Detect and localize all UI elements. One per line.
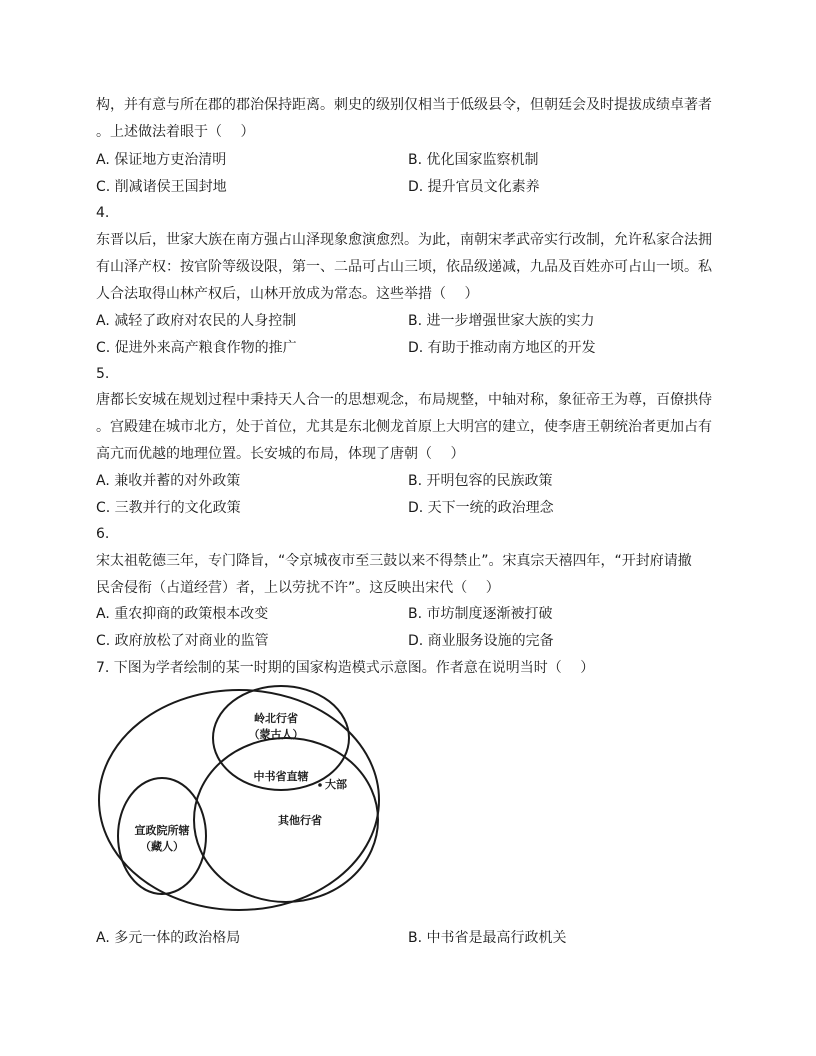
q5-option-d[interactable]: D. 天下一统的政治理念 [408, 500, 554, 516]
q3-option-c[interactable]: C. 削减诸侯王国封地 [96, 179, 227, 195]
q5-stem-line-1: 唐都长安城在规划过程中秉持天人合一的思想观念，布局规整，中轴对称，象征帝王为尊，百僚拱侍 [96, 392, 712, 408]
q4-stem-line-3: 人合法取得山林产权后，山林开放成为常态。这些举措（ ） [96, 286, 479, 302]
xuanzheng-label: 宣政院所辖 [134, 824, 190, 837]
q4-stem-line-1: 东晋以后，世家大族在南方强占山泽现象愈演愈烈。为此，南朝宋孝武帝实行改制，允许私家合法拥 [96, 232, 712, 248]
q6-stem-line-1: 宋太祖乾德三年，专门降旨，“令京城夜市至三鼓以来不得禁止”。宋真宗天禧四年，“开封府请撤 [96, 553, 692, 569]
other-provinces-label: 其他行省 [278, 814, 322, 827]
lingbei-label: 岭北行省 [254, 712, 298, 725]
q3-stem-line-1: 构，并有意与所在郡的郡治保持距离。刺史的级别仅相当于低级县令，但朝廷会及时提拔成绩卓著者 [96, 97, 712, 113]
q7-option-a[interactable]: A. 多元一体的政治格局 [96, 930, 241, 946]
q3-option-a[interactable]: A. 保证地方吏治清明 [96, 152, 227, 168]
lingbei-people-label: （蒙古人） [248, 728, 304, 741]
q5-number: 5. [96, 366, 110, 382]
q5-option-b[interactable]: B. 开明包容的民族政策 [408, 473, 553, 489]
q4-option-b[interactable]: B. 进一步增强世家大族的实力 [408, 313, 595, 329]
q6-stem-line-2: 民舍侵衔（占道经营）者，上以劳扰不许”。这反映出宋代（ ） [96, 580, 500, 596]
q6-option-c[interactable]: C. 政府放松了对商业的监管 [96, 633, 269, 649]
q3-option-b[interactable]: B. 优化国家监察机制 [408, 152, 539, 168]
dabu-label: 大部 [325, 778, 347, 791]
q4-stem-line-2: 有山泽产权：按官阶等级设限，第一、二品可占山三顷，依品级递减，九品及百姓亦可占山一顷。私 [96, 259, 712, 275]
q5-stem-line-2: 。宫殿建在城市北方，处于首位，尤其是东北侧龙首原上大明宫的建立，使李唐王朝统治者更加占有 [96, 419, 712, 435]
zhongshu-label: 中书省直辖 [253, 770, 309, 783]
q3-stem-line-2: 。上述做法着眼于（ ） [96, 124, 255, 140]
q5-option-c[interactable]: C. 三教并行的文化政策 [96, 500, 241, 516]
q7-stem: 7. 下图为学者绘制的某一时期的国家构造模式示意图。作者意在说明当时（ ） [96, 660, 595, 676]
q4-option-c[interactable]: C. 促进外来高产粮食作物的推广 [96, 340, 297, 356]
q6-number: 6. [96, 526, 110, 542]
dabu-marker [318, 783, 322, 787]
q3-option-d[interactable]: D. 提升官员文化素养 [408, 179, 540, 195]
q4-option-d[interactable]: D. 有助于推动南方地区的开发 [408, 340, 596, 356]
q4-number: 4. [96, 205, 110, 221]
q6-option-a[interactable]: A. 重农抑商的政策根本改变 [96, 606, 269, 622]
state-structure-diagram [96, 684, 396, 916]
q4-option-a[interactable]: A. 减轻了政府对农民的人身控制 [96, 313, 297, 329]
outer-circle [99, 690, 379, 910]
q6-option-b[interactable]: B. 市坊制度逐渐被打破 [408, 606, 553, 622]
q5-option-a[interactable]: A. 兼收并蓄的对外政策 [96, 473, 241, 489]
q5-stem-line-3: 高亢而优越的地理位置。长安城的布局，体现了唐朝（ ） [96, 446, 465, 462]
xuanzheng-people-label: （藏人） [140, 840, 184, 853]
q6-option-d[interactable]: D. 商业服务设施的完备 [408, 633, 554, 649]
q7-option-b[interactable]: B. 中书省是最高行政机关 [408, 930, 567, 946]
